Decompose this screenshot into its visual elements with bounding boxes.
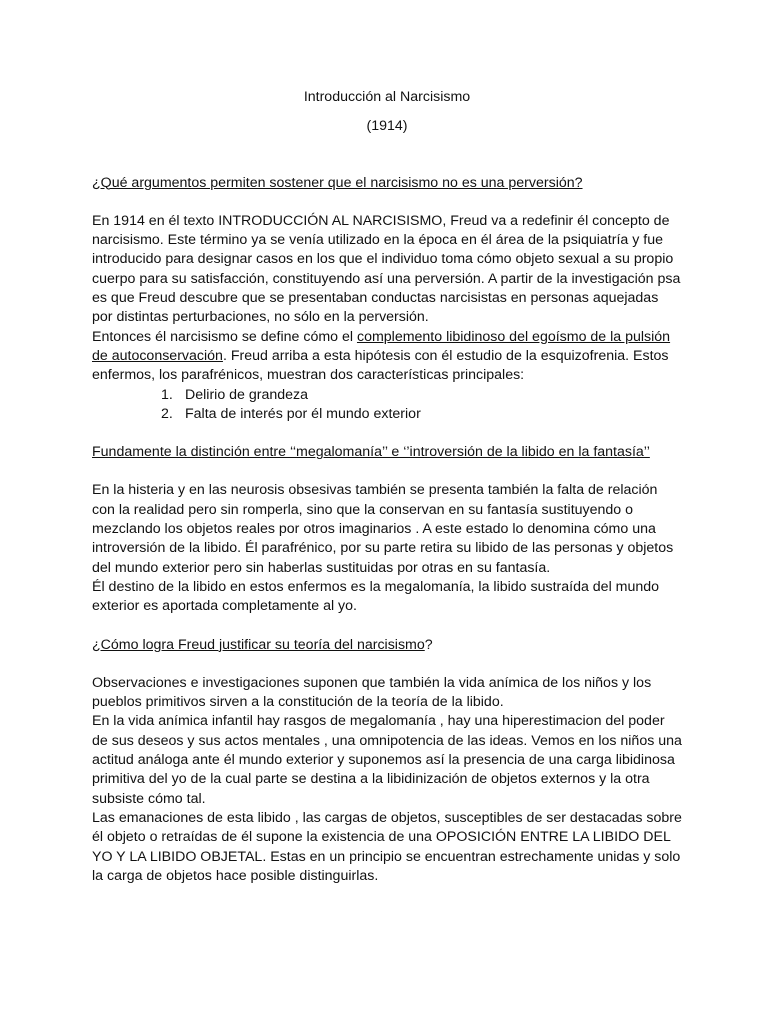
- section-2-question: Fundamente la distinción entre ‘‘megalomanía’’ e ‘’introversión de la libido en la fantasía’’: [92, 444, 650, 461]
- section-1-paragraph-1: En 1914 en él texto INTRODUCCIÓN AL NARCISISMO, Freud va a redefinir él concepto de narcisismo. Este término ya se venía utilizado en la época en él área de la psiquiatría y fue introducido para designar casos en los que el individuo toma cómo objeto sexual a su propio cuerpo para su satisfacción, constituyendo así una perversión. A partir de la investigación psa es que Freud descubre que se presentaban conductas narcisistas en personas aquejadas por distintas perturbaciones, no sólo en la perversión.: [92, 212, 681, 326]
- document-title: Introducción al Narcisismo: [303, 89, 471, 105]
- section-3-question-mark: ?: [424, 636, 433, 653]
- list-item: [92, 405, 682, 424]
- document-page: [92, 88, 682, 886]
- document-subtitle: (1914): [366, 118, 408, 135]
- section-2-paragraph-1: En la histeria y en las neurosis obsesivas también se presenta también la falta de relación con la realidad pero sin romperla, sino que la conservan en su fantasía sustituyendo o mezclando los objetos reales por otros imaginarios . A este estado lo denomina cómo una introversión de la libido. Él parafrénico, por su parte retira su libido de las personas y objetos del mundo exterior pero sin haberlas sustituidas por otras en su fantasía.: [92, 482, 674, 576]
- section-1-question: ¿Qué argumentos permiten sostener que el narcisismo no es una perversión?: [92, 174, 583, 191]
- list-item: [92, 386, 682, 405]
- section-2-paragraph-2: Él destino de la libido en estos enfermos es la megalomanía, la libido sustraída del mundo exterior es aportada completamente al yo.: [92, 578, 660, 615]
- section-3-paragraph-1: Observaciones e investigaciones suponen que también la vida anímica de los niños y los pueblos primitivos sirven a la constitución de la teoría de la libido.: [92, 674, 652, 711]
- section-1-p2-before: Entonces él narcisismo se define cómo el: [92, 328, 357, 345]
- section-3-question-text: ¿Cómo logra Freud justificar su teoría del narcisismo: [92, 636, 425, 653]
- characteristics-list: [92, 386, 682, 425]
- section-1-p2-underlined: complemento libidinoso del egoísmo de la pulsión de autoconservación: [92, 328, 671, 364]
- section-1-p2-after: . Freud arriba a esta hipótesis con él estudio de la esquizofrenia. Estos enfermos, los parafrénicos, muestran dos características principales:: [92, 347, 669, 384]
- list-item-text: Delirio de grandeza: [185, 386, 309, 403]
- list-item-number: 2.: [161, 405, 173, 422]
- section-1-paragraph-2: [92, 328, 682, 386]
- section-3-question: [92, 636, 682, 655]
- list-item-number: 1.: [161, 386, 173, 403]
- section-3-paragraph-2: En la vida anímica infantil hay rasgos de megalomanía , hay una hiperestimacion del poder de sus deseos y sus actos mentales , una omnipotencia de las ideas. Vemos en los niños una actitud análoga ante él mundo exterior y suponemos así la presencia de una carga libidinosa primitiva del yo de la cual parte se destina a la libidinización de objetos externos y la otra subsiste cómo tal.: [92, 713, 682, 807]
- section-3-paragraph-3: Las emanaciones de esta libido , las cargas de objetos, susceptibles de ser destacadas sobre él objeto o retraídas de él supone la existencia de una OPOSICIÓN ENTRE LA LIBIDO DEL YO Y LA LIBIDO OBJETAL. Estas en un principio se encuentran estrechamente unidas y solo la carga de objetos hace posible distinguirlas.: [92, 809, 682, 884]
- list-item-text: Falta de interés por él mundo exterior: [185, 405, 421, 422]
